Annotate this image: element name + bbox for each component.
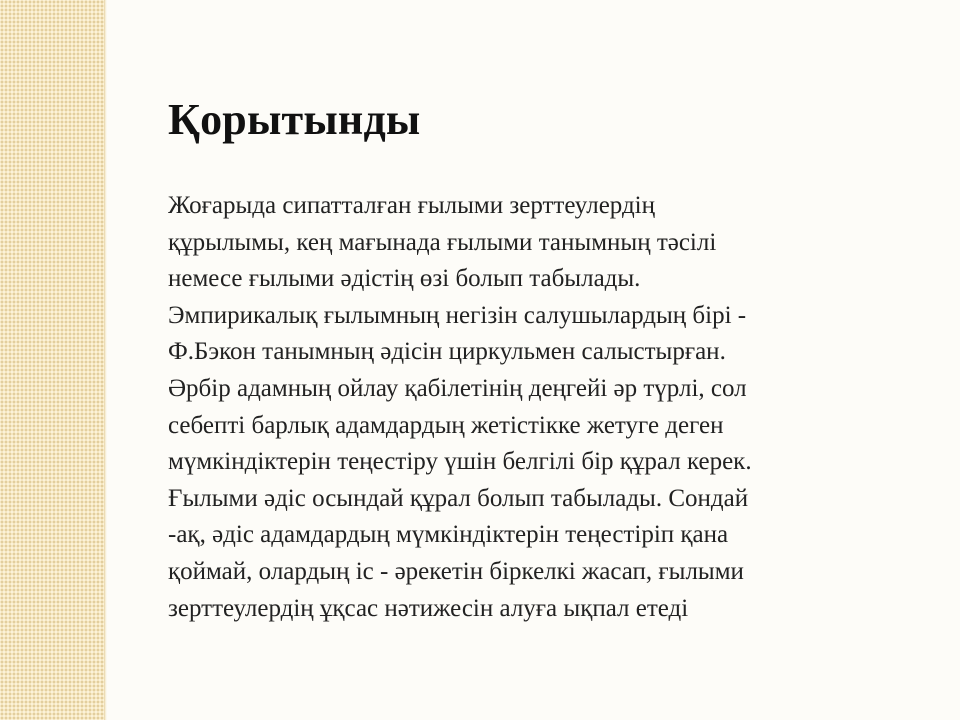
- body-line: Ғылыми әдіс осындай құрал болып табылады. Сондай: [168, 484, 749, 512]
- body-line: себепті барлық адамдардың жетістікке жетуге деген: [168, 411, 724, 439]
- body-line: мүмкіндіктерін теңестіру үшін белгілі бір құрал керек.: [168, 448, 752, 476]
- body-line: Ф.Бэкон танымның әдісін циркульмен салыстырған.: [168, 338, 726, 366]
- body-line: Әрбір адамның ойлау қабілетінің деңгейі әр түрлі, сол: [168, 374, 747, 402]
- slide-content: [168, 88, 938, 688]
- body-line: зерттеулердің ұқсас нәтижесін алуға ықпал етеді: [168, 594, 689, 622]
- body-line: немесе ғылыми әдістің өзі болып табылады.: [168, 265, 641, 293]
- body-line: қоймай, олардың іс - әрекетін біркелкі жасап, ғылыми: [168, 557, 744, 585]
- slide-title: Қорытынды: [168, 95, 421, 144]
- body-line: құрылымы, кең мағынада ғылыми танымның тәсілі: [168, 228, 717, 256]
- body-line: -ақ, әдіс адамдардың мүмкіндіктерін теңестіріп қана: [168, 521, 729, 549]
- side-strip-edge: [104, 0, 107, 720]
- body-line: Эмпирикалық ғылымның негізін салушылардың бірі -: [168, 301, 747, 329]
- decorative-side-strip: [0, 0, 104, 720]
- slide-body: [168, 188, 938, 627]
- body-line: Жоғарыда сипатталған ғылыми зерттеулердің: [168, 192, 655, 219]
